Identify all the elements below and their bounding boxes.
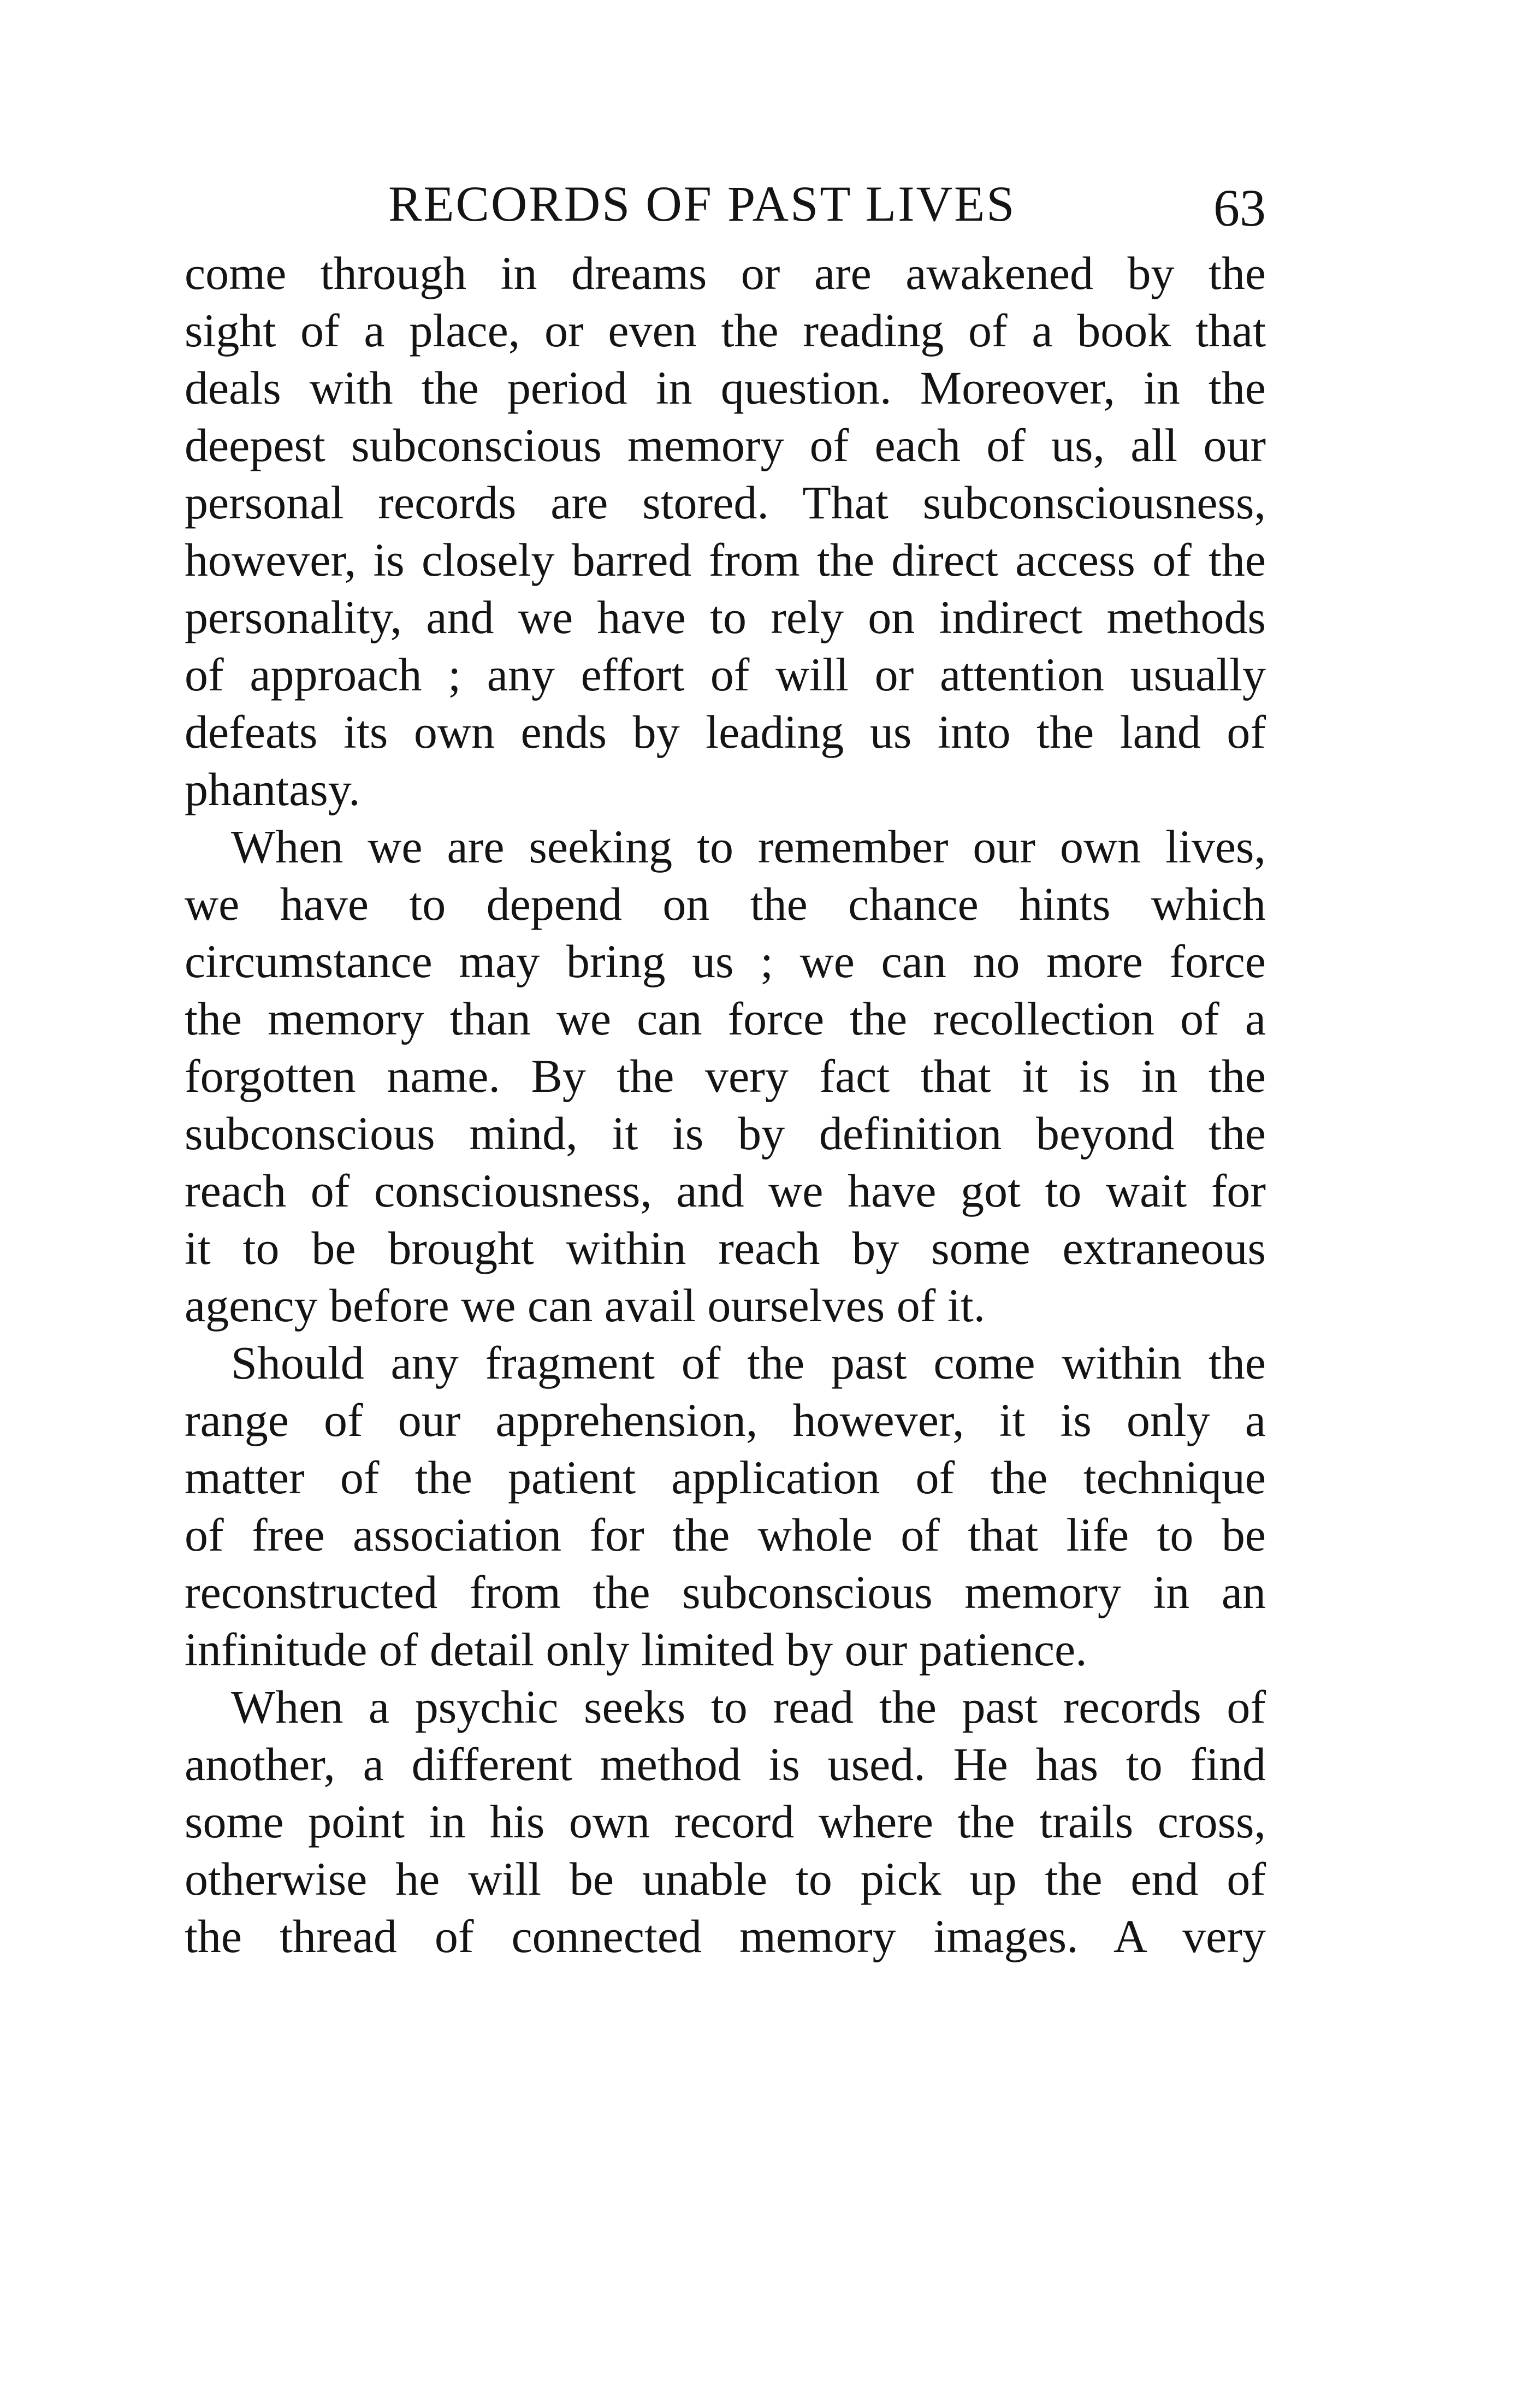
page-number: 63 [1213, 179, 1266, 237]
body-text [185, 245, 1266, 1965]
text-line: Should any fragment of the past come within the [231, 1337, 1266, 1389]
text-line: we have to depend on the chance hints which [185, 878, 1266, 930]
paragraph [185, 818, 1266, 1334]
text-line: circumstance may bring us ; we can no more force [185, 935, 1266, 987]
text-line: range of our apprehension, however, it is only a [185, 1394, 1266, 1446]
text-line: agency before we can avail ourselves of it. [185, 1279, 986, 1332]
paragraph [185, 1334, 1266, 1678]
text-line: come through in dreams or are awakened by the [185, 247, 1266, 299]
text-line: of approach ; any effort of will or attention usually [185, 648, 1266, 701]
text-line: forgotten name. By the very fact that it is in the [185, 1050, 1266, 1102]
text-line: When a psychic seeks to read the past records of [231, 1681, 1266, 1733]
text-line: however, is closely barred from the direct access of the [185, 534, 1266, 586]
text-line: sight of a place, or even the reading of a book that [185, 304, 1266, 357]
text-line: the thread of connected memory images. A very [185, 1910, 1266, 1962]
paragraph [185, 245, 1266, 818]
text-line: matter of the patient application of the technique [185, 1451, 1266, 1504]
running-header [185, 174, 1277, 239]
running-title: RECORDS OF PAST LIVES [388, 176, 1016, 232]
text-line: personality, and we have to rely on indirect methods [185, 591, 1266, 643]
text-line: subconscious mind, it is by definition beyond the [185, 1107, 1266, 1160]
text-line: defeats its own ends by leading us into the land of [185, 706, 1266, 758]
text-line: it to be brought within reach by some extraneous [185, 1222, 1266, 1274]
text-line: phantasy. [185, 763, 360, 815]
text-line: of free association for the whole of that life to be [185, 1509, 1266, 1561]
paragraph [185, 1678, 1266, 1965]
text-line: otherwise he will be unable to pick up the end of [185, 1853, 1266, 1905]
text-line: another, a different method is used. He has to find [185, 1738, 1266, 1790]
text-line: deals with the period in question. Moreover, in the [185, 362, 1266, 414]
text-line: When we are seeking to remember our own lives, [231, 820, 1266, 873]
text-line: infinitude of detail only limited by our patience. [185, 1623, 1087, 1676]
text-line: personal records are stored. That subconsciousness, [185, 476, 1266, 529]
text-line: reach of consciousness, and we have got to wait for [185, 1164, 1266, 1217]
text-line: some point in his own record where the trails cross, [185, 1795, 1266, 1848]
text-line: reconstructed from the subconscious memory in an [185, 1566, 1266, 1618]
text-line: deepest subconscious memory of each of us, all our [185, 419, 1266, 471]
text-line: the memory than we can force the recollection of a [185, 992, 1266, 1045]
